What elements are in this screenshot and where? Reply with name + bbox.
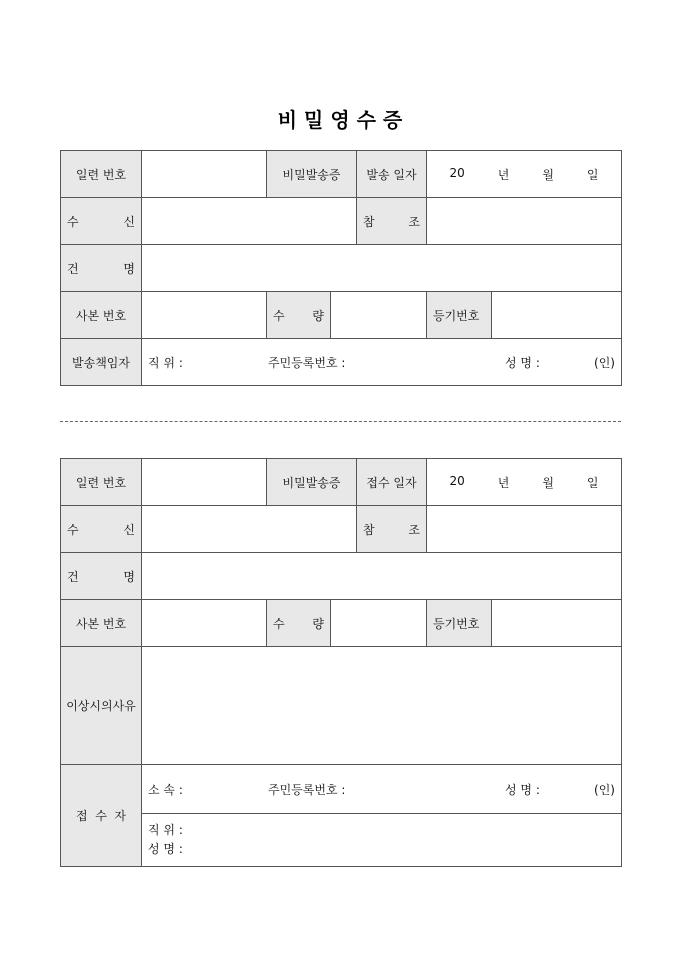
resident-no-label: 주민등록번호 : <box>268 782 346 797</box>
secret-receipt-form <box>60 458 622 867</box>
serial-no-label: 일련 번호 <box>61 151 142 198</box>
subject-label-a: 건 <box>67 261 79 276</box>
date-day-unit: 일 <box>586 475 599 490</box>
subject-field[interactable] <box>142 553 622 600</box>
name-label: 성 명 : <box>148 842 183 856</box>
copy-no-label: 사본 번호 <box>61 600 142 647</box>
date-month-unit: 월 <box>542 475 554 490</box>
recipient-label-a: 수 <box>67 522 79 537</box>
position-label: 직 위 : <box>148 823 183 837</box>
quantity-label-a: 수 <box>273 308 285 323</box>
reference-label-b: 조 <box>408 522 420 537</box>
reference-field[interactable] <box>427 198 622 245</box>
reference-label-a: 참 <box>363 214 375 229</box>
responsible-label: 발송책임자 <box>61 339 142 386</box>
form-row <box>61 339 622 386</box>
form-row <box>61 292 622 339</box>
reference-field[interactable] <box>427 506 622 553</box>
date-month-unit: 월 <box>542 167 554 182</box>
cut-line-divider <box>60 421 621 422</box>
date-year: 20 <box>449 165 465 180</box>
registration-no-label: 등기번호 <box>427 292 492 339</box>
receipt-date-field[interactable] <box>427 459 622 506</box>
form-row <box>61 765 622 814</box>
form-row <box>61 198 622 245</box>
quantity-label-a: 수 <box>273 616 285 631</box>
serial-no-label: 일련 번호 <box>61 459 142 506</box>
reference-label <box>357 506 427 553</box>
secret-dispatch-form <box>60 150 622 386</box>
recipient-label-b: 신 <box>123 522 135 537</box>
recipient-label <box>61 198 142 245</box>
form-row <box>61 600 622 647</box>
subject-label-b: 명 <box>123 261 135 276</box>
date-day-unit: 일 <box>586 167 599 182</box>
copy-no-field[interactable] <box>142 292 267 339</box>
subject-label <box>61 245 142 292</box>
date-year: 20 <box>449 473 465 488</box>
recipient-label-a: 수 <box>67 214 79 229</box>
page-title: 비 밀 영 수 증 <box>277 108 403 132</box>
date-year-unit: 년 <box>497 475 510 490</box>
form-row <box>61 814 622 867</box>
form-row <box>61 553 622 600</box>
copy-no-label: 사본 번호 <box>61 292 142 339</box>
recipient-field[interactable] <box>142 506 357 553</box>
form-row <box>61 151 622 198</box>
recipient-field[interactable] <box>142 198 357 245</box>
quantity-label-b: 량 <box>312 616 324 631</box>
name-label: 성 명 : <box>505 782 540 797</box>
seal-label: (인) <box>594 782 615 797</box>
serial-no-field[interactable] <box>142 459 267 506</box>
seal-label: (인) <box>594 355 615 370</box>
receipt-date-label: 접수 일자 <box>357 459 427 506</box>
reference-label <box>357 198 427 245</box>
recipient-label-b: 신 <box>123 214 135 229</box>
registration-no-field[interactable] <box>492 600 622 647</box>
reference-label-a: 참 <box>363 522 375 537</box>
serial-no-field[interactable] <box>142 151 267 198</box>
form-row <box>61 647 622 765</box>
form-row <box>61 459 622 506</box>
name-label: 성 명 : <box>505 355 540 370</box>
recipient-label <box>61 506 142 553</box>
affiliation-label: 소 속 : <box>148 782 183 797</box>
dispatch-date-label: 발송 일자 <box>357 151 427 198</box>
secret-receipt-label: 비밀발송증 <box>267 459 357 506</box>
date-year-unit: 년 <box>497 167 510 182</box>
position-label: 직 위 : <box>148 355 183 370</box>
subject-label <box>61 553 142 600</box>
form-row <box>61 506 622 553</box>
anomaly-reason-label: 이상시의사유 <box>61 647 142 765</box>
registration-no-label: 등기번호 <box>427 600 492 647</box>
quantity-label <box>267 600 331 647</box>
quantity-label <box>267 292 331 339</box>
anomaly-reason-field[interactable] <box>142 647 622 765</box>
subject-label-b: 명 <box>123 569 135 584</box>
secret-receipt-label: 비밀발송증 <box>267 151 357 198</box>
registration-no-field[interactable] <box>492 292 622 339</box>
receiver-info-field[interactable] <box>142 765 622 814</box>
responsible-field[interactable] <box>142 339 622 386</box>
quantity-field[interactable] <box>331 292 427 339</box>
receiver-detail-field[interactable] <box>142 814 622 867</box>
quantity-label-b: 량 <box>312 308 324 323</box>
resident-no-label: 주민등록번호 : <box>268 355 346 370</box>
reference-label-b: 조 <box>408 214 420 229</box>
dispatch-date-field[interactable] <box>427 151 622 198</box>
form-row <box>61 245 622 292</box>
copy-no-field[interactable] <box>142 600 267 647</box>
receiver-label: 접 수 자 <box>61 765 142 867</box>
subject-field[interactable] <box>142 245 622 292</box>
subject-label-a: 건 <box>67 569 79 584</box>
quantity-field[interactable] <box>331 600 427 647</box>
